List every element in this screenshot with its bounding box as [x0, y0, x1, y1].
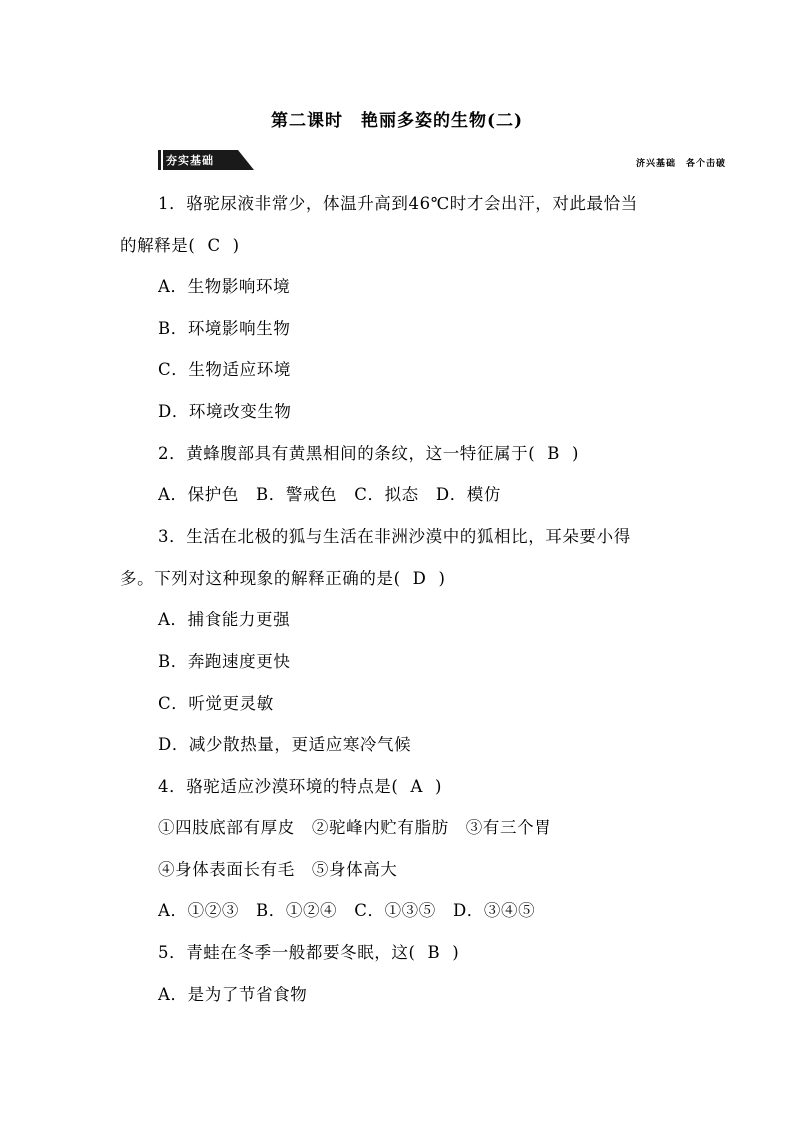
q5-stem [158, 939, 459, 963]
q5-answer: B [427, 943, 441, 962]
q4-answer: A [410, 777, 423, 796]
q2-answer: B [547, 444, 560, 463]
q5-stem-prefix: 5．青蛙在冬季一般都要冬眠，这( [158, 943, 416, 962]
q1-stem-suffix: ) [232, 236, 240, 255]
q5-stem-suffix: ) [452, 943, 460, 962]
q2-stem-prefix: 2．黄蜂腹部具有黄黑相间的条纹，这一特征属于( [158, 444, 536, 463]
q3-answer: D [412, 569, 427, 588]
q1-option-a: A．生物影响环境 [158, 277, 291, 296]
q1-stem-line1: 1．骆驼尿液非常少，体温升高到46℃时才会出汗，对此最恰当 [158, 194, 638, 213]
q3-option-a: A．捕食能力更强 [158, 610, 291, 629]
q1-option-d: D．环境改变生物 [158, 402, 292, 421]
q1-stem-line2 [120, 232, 240, 256]
q3-stem-suffix: ) [438, 569, 446, 588]
q1-stem-prefix: 的解释是( [120, 236, 196, 255]
q4-stem-prefix: 4．骆驼适应沙漠环境的特点是( [158, 777, 399, 796]
q3-option-b: B．奔跑速度更快 [158, 652, 291, 671]
q3-stem-line2 [120, 565, 446, 589]
section-banner [158, 150, 254, 170]
q1-option-b: B．环境影响生物 [158, 319, 291, 338]
q1-option-c: C．生物适应环境 [158, 360, 291, 379]
section-right-label: 济兴基础 各个击破 [635, 159, 726, 169]
q2-stem [158, 440, 579, 464]
page-title: 第二课时 艳丽多姿的生物(二) [270, 111, 524, 131]
q4-options: A．①②③ B．①②④ C．①③⑤ D．③④⑤ [158, 901, 536, 920]
q5-option-a: A．是为了节省食物 [158, 985, 308, 1004]
q4-items-line2: ④身体表面长有毛 ⑤身体高大 [158, 860, 398, 879]
q4-stem-suffix: ) [434, 777, 443, 796]
q3-option-d: D．减少散热量，更适应寒冷气候 [158, 735, 412, 754]
q3-stem-prefix: 多。下列对这种现象的解释正确的是( [120, 569, 401, 588]
q3-option-c: C．听觉更灵敏 [158, 694, 274, 713]
q2-stem-suffix: ) [571, 444, 580, 463]
q4-stem [158, 773, 442, 797]
section-label: 夯实基础 [166, 154, 214, 167]
q1-answer: C [207, 236, 221, 255]
q3-stem-line1: 3．生活在北极的狐与生活在非洲沙漠中的狐相比，耳朵要小得 [158, 527, 631, 546]
q4-items-line1: ①四肢底部有厚皮 ②驼峰内贮有脂肪 ③有三个胃 [158, 818, 552, 837]
q2-options: A．保护色 B．警戒色 C．拟态 D．模仿 [158, 485, 501, 504]
